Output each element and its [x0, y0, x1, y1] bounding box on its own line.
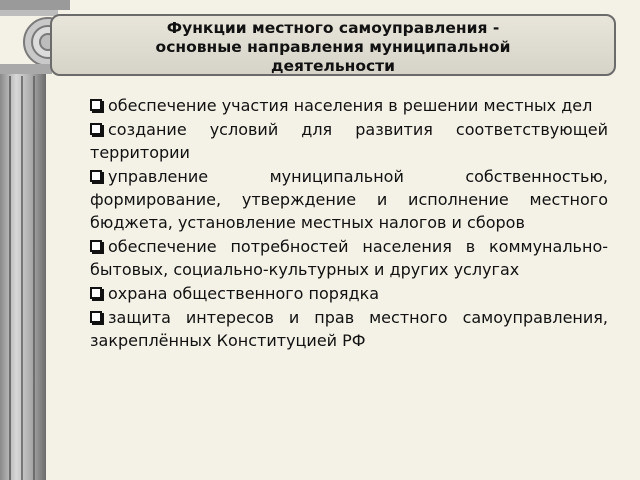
square-bullet-icon	[90, 123, 102, 135]
list-item: обеспечение участия населения в решении местных дел	[90, 94, 608, 117]
list-item: обеспечение потребностей населения в коммунально-бытовых, социально-культурных и других услугах	[90, 237, 608, 279]
list-item: управление муниципальной собственностью, формирование, утверждение и исполнение местного бюджета, установление местных налогов и сборов	[90, 167, 608, 232]
square-bullet-icon	[90, 311, 102, 323]
square-bullet-icon	[90, 170, 102, 182]
list-item: создание условий для развития соответствующей территории	[90, 120, 608, 162]
slide-title	[50, 14, 616, 76]
list-item: защита интересов и прав местного самоуправления, закреплённых Конституцией РФ	[90, 308, 608, 350]
functions-list	[90, 94, 608, 353]
title-line-3: деятельности	[270, 57, 396, 75]
square-bullet-icon	[90, 287, 102, 299]
title-line-2: основные направления муниципальной	[155, 38, 511, 56]
square-bullet-icon	[90, 99, 102, 111]
square-bullet-icon	[90, 240, 102, 252]
list-item: охрана общественного порядка	[90, 282, 608, 305]
title-line-1: Функции местного самоуправления -	[166, 19, 500, 37]
